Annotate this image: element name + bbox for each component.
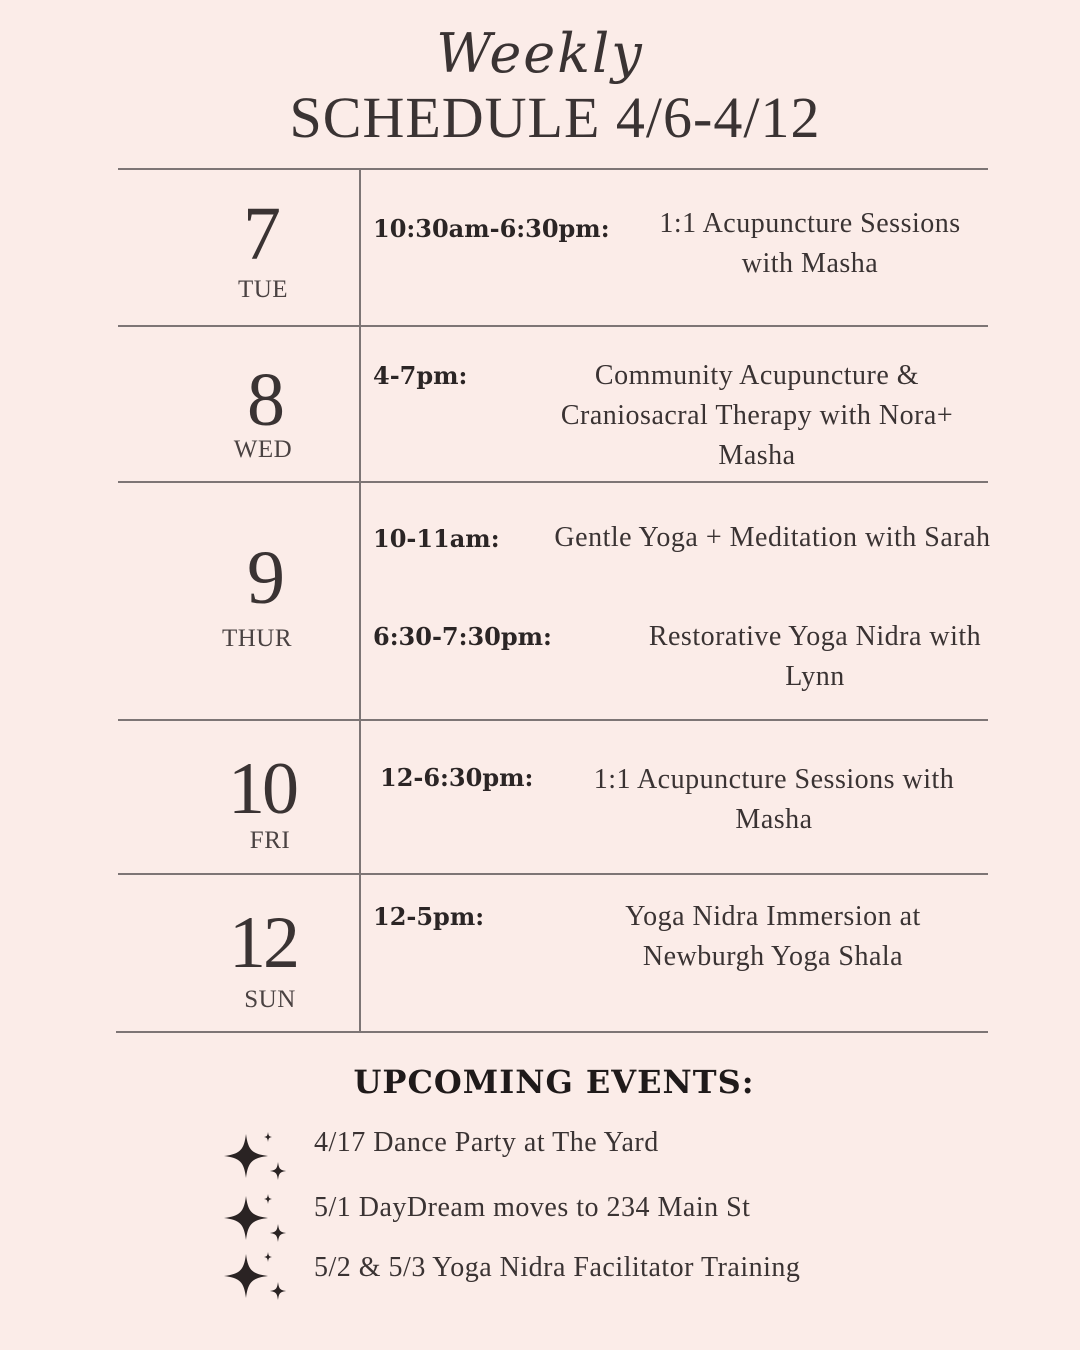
script-title: Weekly <box>436 22 644 85</box>
divider-bottom <box>116 1031 988 1033</box>
upcoming-event-item: 5/1 DayDream moves to 234 Main St <box>314 1192 751 1223</box>
event-description-line: Yoga Nidra Immersion at <box>625 901 921 932</box>
divider-row-4 <box>118 873 988 875</box>
event-description-line: Newburgh Yoga Shala <box>642 941 904 972</box>
event-description-line: Community Acupuncture & <box>594 360 920 391</box>
event-description-line: Restorative Yoga Nidra with <box>648 621 982 652</box>
divider-row-2 <box>118 481 988 483</box>
divider-row-3 <box>118 719 988 721</box>
event-time: 10:30am-6:30pm: <box>373 214 610 243</box>
event-description <box>583 897 963 977</box>
upcoming-events-title: UPCOMING EVENTS: <box>353 1063 755 1101</box>
event-description-line: Craniosacral Therapy with Nora+ <box>560 400 954 431</box>
event-description <box>564 760 984 840</box>
day-name: TUE <box>237 276 289 303</box>
event-description-line: with Masha <box>741 248 879 279</box>
day-number: 8 <box>247 358 285 442</box>
event-time: 4-7pm: <box>373 361 468 390</box>
event-description-line: Lynn <box>785 661 845 692</box>
event-description-line: 1:1 Acupuncture Sessions with <box>593 764 955 795</box>
day-name: WED <box>233 436 293 463</box>
day-number: 9 <box>247 536 285 620</box>
event-time: 6:30-7:30pm: <box>373 622 552 651</box>
day-number: 7 <box>243 192 281 276</box>
sparkle-icon <box>222 1190 292 1254</box>
divider-top <box>118 168 988 170</box>
event-description-line: Masha <box>735 804 813 835</box>
day-name: SUN <box>244 986 296 1013</box>
column-divider <box>359 168 361 1032</box>
event-time: 12-5pm: <box>373 902 485 931</box>
day-name: FRI <box>249 827 291 854</box>
event-description-line: Gentle Yoga + Meditation with Sarah <box>554 522 991 553</box>
day-number: 12 <box>229 902 297 984</box>
day-number: 10 <box>228 748 296 830</box>
page-title: SCHEDULE 4/6-4/12 <box>289 85 821 150</box>
sparkle-icon <box>222 1248 292 1312</box>
divider-row-1 <box>118 325 988 327</box>
event-description <box>610 204 1010 284</box>
event-description <box>527 356 987 476</box>
event-time: 10-11am: <box>373 524 500 553</box>
upcoming-event-item: 5/2 & 5/3 Yoga Nidra Facilitator Training <box>314 1252 801 1283</box>
day-name: THUR <box>221 625 293 652</box>
event-description-line: 1:1 Acupuncture Sessions <box>659 208 961 239</box>
event-description-line: Masha <box>718 440 796 471</box>
event-time: 12-6:30pm: <box>380 763 534 792</box>
sparkle-icon <box>222 1128 292 1192</box>
event-description <box>615 617 1015 697</box>
upcoming-event-item: 4/17 Dance Party at The Yard <box>314 1127 659 1158</box>
event-description <box>520 518 1025 558</box>
